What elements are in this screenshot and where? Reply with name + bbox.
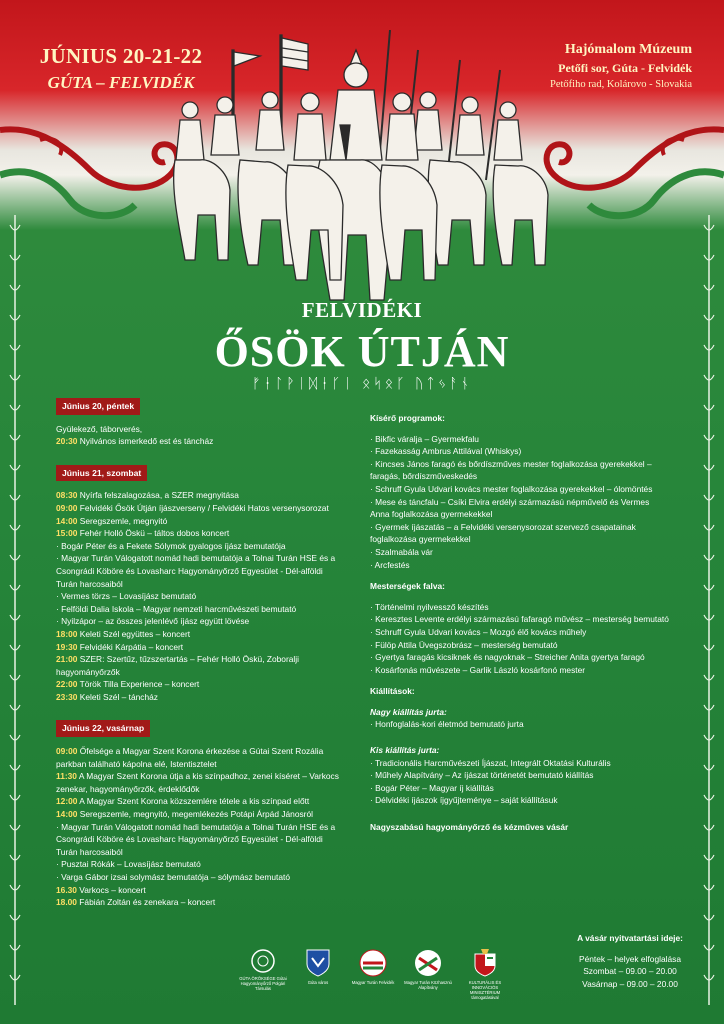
kis-jurta-item: · Bogár Péter – Magyar íj kiállítás — [370, 782, 494, 793]
event-time: 23:30 — [56, 691, 78, 702]
schedule-event — [56, 745, 346, 770]
event-text: · Magyar Turán Válogatott nomád hadi bemutatója a Tolnai Turán HSE és a Csongrádi Köböre és Lovasharc Hagyományőrző Egyesület - Dél-alföldi Turán harcosaiból — [56, 553, 336, 589]
guta-oroksege-logo — [238, 948, 288, 991]
kisero-item: · Mese és táncfalu – Csíki Elvira erdélyi származású népművelő és Vermes Anna foglalkozása gyermekekkel — [370, 496, 650, 520]
event-text: SZER: Szertűz, tűzszertartás – Fehér Holló Öskü, Zoboralji hagyományőrzők — [56, 654, 299, 677]
schedule-event — [56, 896, 346, 909]
event-time: 20:30 — [56, 436, 78, 447]
event-time: 18:00 — [56, 628, 78, 639]
hungarian-coat-of-arms-icon — [473, 948, 497, 978]
nagy-jurta-title: Nagy kiállítás jurta: — [370, 706, 447, 717]
venue-address-sk: Petőfiho rad, Kolárovo - Slovakia — [549, 79, 692, 90]
schedule-event — [56, 678, 346, 691]
title-runic: ᚠᛂᛚᚹᛁᛞᛂᚴᛁ ᛟᛋᛟᚴ ᚢᛏᛃᚨᚾ — [251, 376, 473, 392]
event-time: 16.30 — [56, 884, 77, 895]
schedule-column — [56, 398, 346, 926]
hours-line: Péntek – helyek elfoglalása — [579, 953, 681, 964]
kis-jurta-item: · Tradicionális Harcművészeti Íjászat, Integrált Oktatási Kulturális — [370, 757, 611, 768]
kisero-item: · Schruff Gyula Udvari kovács mester foglalkozása gyerekekkel – ólomöntés — [370, 483, 653, 494]
schedule-event — [56, 489, 346, 502]
event-text: Keleti Szél együttes – koncert — [79, 628, 191, 639]
event-time: 12:00 — [56, 796, 78, 807]
kisero-item: · Kincses János faragó és bőrdíszműves mester foglalkozása gyerekekkel – faragás, bőrdíszműveskedés — [370, 458, 652, 482]
day-block — [56, 465, 346, 704]
event-time: 09:00 — [56, 502, 78, 513]
kisero-item: · Arcfestés — [370, 559, 410, 570]
hours-line: Szombat – 09.00 – 20.00 — [583, 966, 677, 977]
schedule-event — [56, 641, 346, 654]
kisero-title: Kísérő programok: — [370, 413, 445, 423]
venue-address-hu: Petőfi sor, Gúta - Felvidék — [558, 61, 692, 75]
day-label: Június 20, péntek — [56, 398, 140, 415]
header-venue-block — [492, 42, 692, 90]
market-hours — [560, 932, 700, 990]
header-dates-block — [36, 44, 206, 93]
guta-city-logo — [293, 948, 343, 985]
venue-name: Hajómalom Múzeum — [564, 42, 692, 57]
event-text: Gyülekező, táborverés, — [56, 423, 143, 434]
event-text: · Bogár Péter és a Fekete Sólymok gyalogos íjász bemutatója — [56, 540, 286, 551]
schedule-event — [56, 858, 346, 871]
event-text: Varkocs – koncert — [79, 884, 146, 895]
event-text: Fehér Holló Öskü – táltos dobos koncert — [79, 528, 230, 539]
mesterseg-item: · Kosárfonás művészete – Garlik László kosárfonó mester — [370, 664, 586, 675]
city-shield-icon — [305, 948, 331, 978]
event-text: Felvidéki Kárpátia – koncert — [79, 641, 184, 652]
mesterseg-item: · Schruff Gyula Udvari kovács – Mozgó élő kovács műhely — [370, 626, 587, 637]
event-time: 21:00 — [56, 654, 78, 665]
event-text: · Felföldi Dalia Iskola – Magyar nemzeti harcművészeti bemutató — [56, 603, 297, 614]
event-text: · Varga Gábor izsai solymász bemutatója – sólymász bemutató — [56, 872, 290, 882]
schedule-event — [56, 603, 346, 616]
turan-emblem-icon — [358, 948, 388, 978]
kisero-item: · Szalmabála vár — [370, 546, 433, 557]
event-dates: JÚNIUS 20-21-22 — [39, 44, 203, 68]
event-time: 15:00 — [56, 528, 78, 539]
kis-jurta-item: · Délvidéki íjászok íjgyűjteménye – saját kiállításuk — [370, 795, 558, 806]
market-title: Nagyszabású hagyományőrző és kézműves vásár — [370, 822, 569, 833]
event-text: Seregszemle, megnyitó, megemlékezés Potápi Árpád Jánosról — [79, 809, 313, 820]
kiallitas-title: Kiállítások: — [370, 686, 415, 697]
event-text: Nyírfa felszalagozása, a SZER megnyitása — [79, 490, 239, 501]
schedule-event — [56, 821, 346, 859]
event-time: 11:30 — [56, 771, 77, 782]
schedule-event — [56, 615, 346, 628]
event-time: 14:00 — [56, 809, 78, 820]
logo-caption: Gúta város — [307, 980, 329, 985]
event-time: 22:00 — [56, 679, 78, 690]
event-time: 08:30 — [56, 490, 78, 501]
event-time: 19:30 — [56, 641, 78, 652]
event-text: Seregszemle, megnyitó — [79, 515, 168, 526]
magyar-turan-felvidek-logo — [348, 948, 398, 985]
guta-oroksege-emblem-icon — [250, 948, 276, 974]
schedule-event — [56, 515, 346, 528]
event-text: · Vermes törzs – Lovasíjász bemutató — [56, 591, 197, 602]
event-text: A Magyar Szent Korona útja a kis színpadhoz, zenei kíséret – Varkocs zenekar, hagyományőrzők, érdeklődők — [56, 771, 339, 794]
schedule-event — [56, 691, 346, 704]
title-line2: ŐSÖK ÚTJÁN — [214, 327, 510, 376]
mesterseg-title: Mesterségek falva: — [370, 581, 445, 592]
turan-foundation-icon — [413, 948, 443, 978]
kis-jurta-list — [370, 757, 670, 807]
kisero-item: · Fazekasság Ambrus Attilával (Whiskys) — [370, 446, 522, 457]
ministry-logo — [460, 948, 510, 1000]
event-text: Őfelsége a Magyar Szent Korona érkezése a Gútai Szent Rozália parkban található kápolna elé, Istentisztelet — [56, 746, 324, 769]
event-place: GÚTA – FELVIDÉK — [47, 73, 195, 92]
schedule-event — [56, 435, 346, 448]
schedule-event — [56, 871, 346, 884]
sponsor-logos — [238, 948, 528, 1018]
mesterseg-item: · Fülöp Attila Üvegszobrász – mesterség bemutató — [370, 639, 558, 650]
event-text: · Magyar Turán Válogatott nomád hadi bemutatója a Tolnai Turán HSE és a Csongrádi Köböre és Lovasharc Hagyományőrző Egyesület - Dél-alföldi Turán harcosaiból — [56, 821, 336, 857]
event-text: Felvidéki Ősök Útján íjászverseny / Felvidéki Hatos versenysorozat — [79, 502, 329, 513]
side-programs-column — [370, 412, 670, 834]
kis-jurta-item: · Műhely Alapítvány – Az íjászat történetét bemutató kiállítás — [370, 770, 594, 781]
kisero-list — [370, 433, 670, 572]
schedule-event — [56, 808, 346, 821]
kis-jurta-title: Kis kiállítás jurta: — [370, 745, 440, 756]
day-label: Június 21, szombat — [56, 465, 147, 482]
title-line1: FELVIDÉKI — [301, 298, 423, 322]
mesterseg-item: · Történelmi nyilvessző készítés — [370, 601, 489, 612]
schedule-event — [56, 795, 346, 808]
hours-line: Vasárnap – 09.00 – 20.00 — [582, 978, 678, 989]
schedule-event — [56, 552, 346, 590]
schedule-event — [56, 884, 346, 897]
logo-caption: KULTURÁLIS ÉS INNOVÁCIÓS MINISZTÉRIUM támogatásával — [468, 980, 502, 1000]
mesterseg-item: · Gyertya faragás kicsiknek és nagyoknak – Streicher Anita gyertya faragó — [370, 652, 645, 663]
nagy-jurta-item: · Honfoglalás-kori életmód bemutató jurta — [370, 719, 524, 730]
schedule-event — [56, 527, 346, 540]
event-text: Fábián Zoltán és zenekara – koncert — [79, 897, 216, 908]
schedule-event — [56, 423, 346, 436]
kisero-item: · Gyermek íjászatás – a Felvidéki versenysorozat szervező csapatainak foglalkozása gyermekekkel — [370, 521, 636, 545]
schedule-event — [56, 502, 346, 515]
schedule-event — [56, 590, 346, 603]
day-label: Június 22, vasárnap — [56, 720, 150, 737]
magyar-turan-alapitvany-logo — [403, 948, 453, 990]
logo-caption: GÚTA ÖRÖKSÉGE Gútai Hagyományőrző Polgári Társulás — [239, 976, 287, 991]
logo-caption: Magyar Turán Közhasznú Alapítvány — [404, 980, 452, 990]
event-text: Török Tilla Experience – koncert — [79, 679, 200, 690]
day-block — [56, 398, 346, 448]
day-block — [56, 720, 346, 908]
mesterseg-list — [370, 601, 670, 677]
mesterseg-item: · Keresztes Levente erdélyi származású fafaragó művész – mesterség bemutató — [370, 614, 669, 625]
event-text: · Nyilzápor – az összes jelenlévő íjász együtt lövése — [56, 616, 250, 627]
kisero-item: · Bikfic váralja – Gyermekfalu — [370, 433, 479, 444]
event-time: 18.00 — [56, 897, 77, 908]
schedule-event — [56, 628, 346, 641]
nagy-jurta-list — [370, 718, 670, 731]
schedule-event — [56, 770, 346, 795]
schedule-event — [56, 653, 346, 678]
schedule-event — [56, 540, 346, 553]
event-time: 14:00 — [56, 515, 78, 526]
logo-caption: Magyar Turán Felvidék — [351, 980, 395, 985]
event-text: · Pusztai Rókák – Lovasíjász bemutató — [56, 859, 201, 870]
event-text: Keleti Szél – táncház — [79, 691, 158, 702]
event-text: A Magyar Szent Korona közszemlére tétele a kis színpad előtt — [79, 796, 310, 807]
event-time: 09:00 — [56, 746, 78, 757]
hours-title: A vásár nyitvatartási ideje: — [577, 933, 683, 943]
event-text: Nyilvános ismerkedő est és táncház — [79, 436, 214, 447]
